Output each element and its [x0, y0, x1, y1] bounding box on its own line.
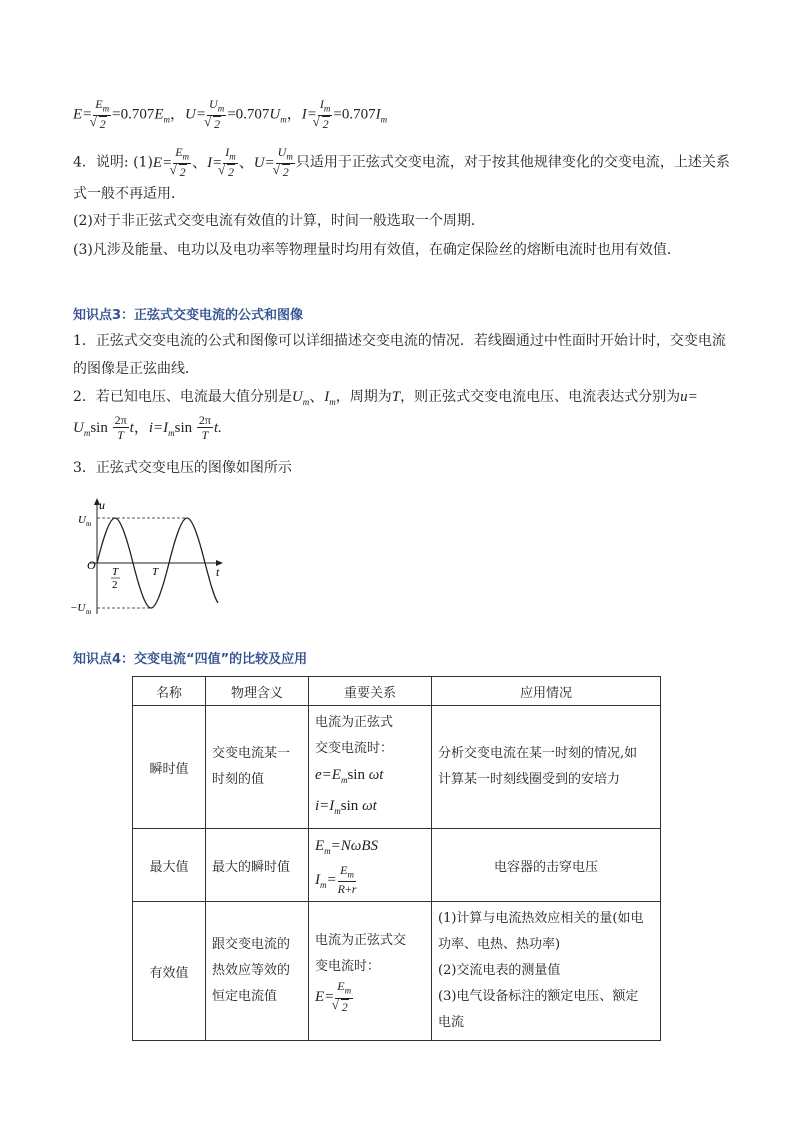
- effective-formula: E= $E_m$ √ 2: [315, 989, 354, 1005]
- s3-para-2: 2．若已知电压、电流最大值分别是$U_m$、$I_m$，周期为T，则正弦式交变电流电压、电流表达式分别为u=: [73, 389, 698, 407]
- instant-i-formula: $i=I_m\sin$ ωt: [315, 798, 377, 816]
- instant-e-formula: $e=E_m\sin$ ωt: [315, 767, 384, 785]
- table-row: [133, 902, 661, 1041]
- sine-voltage-graph: [70, 497, 230, 617]
- s3-para-1b: 的图像是正弦曲线．: [73, 361, 199, 377]
- row-usage: 分析交变电流在某一时刻的情况,如 计算某一时刻线圈受到的安培力: [432, 706, 661, 829]
- s3-para-2-formula: $U_m\sin$ $\frac{2\pi}{T}$ t，$i=I_m\sin$ $\frac{2\pi}{T}$ t.: [73, 413, 222, 442]
- row-relation: 电流为正弦式交 变电流时： E= $E_m$ √ 2: [309, 902, 432, 1041]
- table-row: [133, 706, 661, 829]
- row-meaning: 最大的瞬时值: [206, 829, 309, 902]
- effective-value-equations: E= $E_m$ √ 2 $=0.707E_m$，U= $U_m$ √ 2 $=0.707U_m$，I= $I_m$ √ 2 $=0.707I_m$: [73, 98, 387, 132]
- note-3: (3)凡涉及能量、电功以及电功率等物理量时均用有效值，在确定保险丝的熔断电流时也用有效值．: [73, 242, 681, 258]
- neg-um-sub: m: [86, 608, 92, 616]
- u-label: u: [99, 498, 105, 512]
- origin-label: O: [87, 558, 96, 572]
- row-name: 有效值: [133, 902, 206, 1041]
- note-2: (2)对于非正弦式交变电流有效值的计算，时间一般选取一个周期．: [73, 213, 485, 229]
- note-4: 4．说明: (1)E= $E_m$ √ 2 、I= $I_m$ √ 2 、U= $U_m$ √ 2 只适用于正弦式交变电流，对于按其他规律变化的交变电流，上述关系: [73, 146, 730, 180]
- header-usage: 应用情况: [432, 677, 661, 706]
- row-meaning: 跟交变电流的 热效应等效的 恒定电流值: [206, 902, 309, 1041]
- row-relation: 电流为正弦式 交变电流时： $e=E_m\sin$ ωt $i=I_m\sin$ ωt: [309, 706, 432, 829]
- section-4-title: 知识点4：交变电流“四值”的比较及应用: [73, 652, 308, 667]
- row-name: 瞬时值: [133, 706, 206, 829]
- table-header-row: [133, 677, 661, 706]
- four-values-table: [132, 676, 661, 1041]
- im-formula: $I_m=$ $\frac{E_m}{R+r}$: [315, 863, 357, 897]
- row-name: 最大值: [133, 829, 206, 902]
- neg-um-label: −U: [70, 602, 86, 614]
- t-half-num: T: [112, 566, 119, 578]
- um-sub: m: [86, 520, 92, 528]
- em-formula: $E_m=N\omega BS$: [315, 838, 379, 856]
- header-name: 名称: [133, 677, 206, 706]
- t-label: t: [216, 565, 220, 579]
- um-label: U: [78, 514, 86, 526]
- t-period-label: T: [152, 566, 159, 578]
- row-usage: 电容器的击穿电压: [432, 829, 661, 902]
- note-4-cont: 式一般不再适用．: [73, 186, 185, 202]
- t-half-den: 2: [112, 579, 118, 591]
- header-meaning: 物理含义: [206, 677, 309, 706]
- section-3-title: 知识点3：正弦式交变电流的公式和图像: [73, 308, 304, 323]
- s3-para-1: 1．正弦式交变电流的公式和图像可以详细描述交变电流的情况．若线圈通过中性面时开始计时，交变电流: [73, 333, 726, 349]
- row-relation: [309, 829, 432, 902]
- row-usage: (1)计算与电流热效应相关的量(如电 功率、电热、热功率) (2)交流电表的测量值 (3)电气设备标注的额定电压、额定 电流: [432, 902, 661, 1041]
- s3-para-3: 3．正弦式交变电压的图像如图所示: [73, 460, 292, 476]
- header-relation: 重要关系: [309, 677, 432, 706]
- table-row: [133, 829, 661, 902]
- row-meaning: 交变电流某一 时刻的值: [206, 706, 309, 829]
